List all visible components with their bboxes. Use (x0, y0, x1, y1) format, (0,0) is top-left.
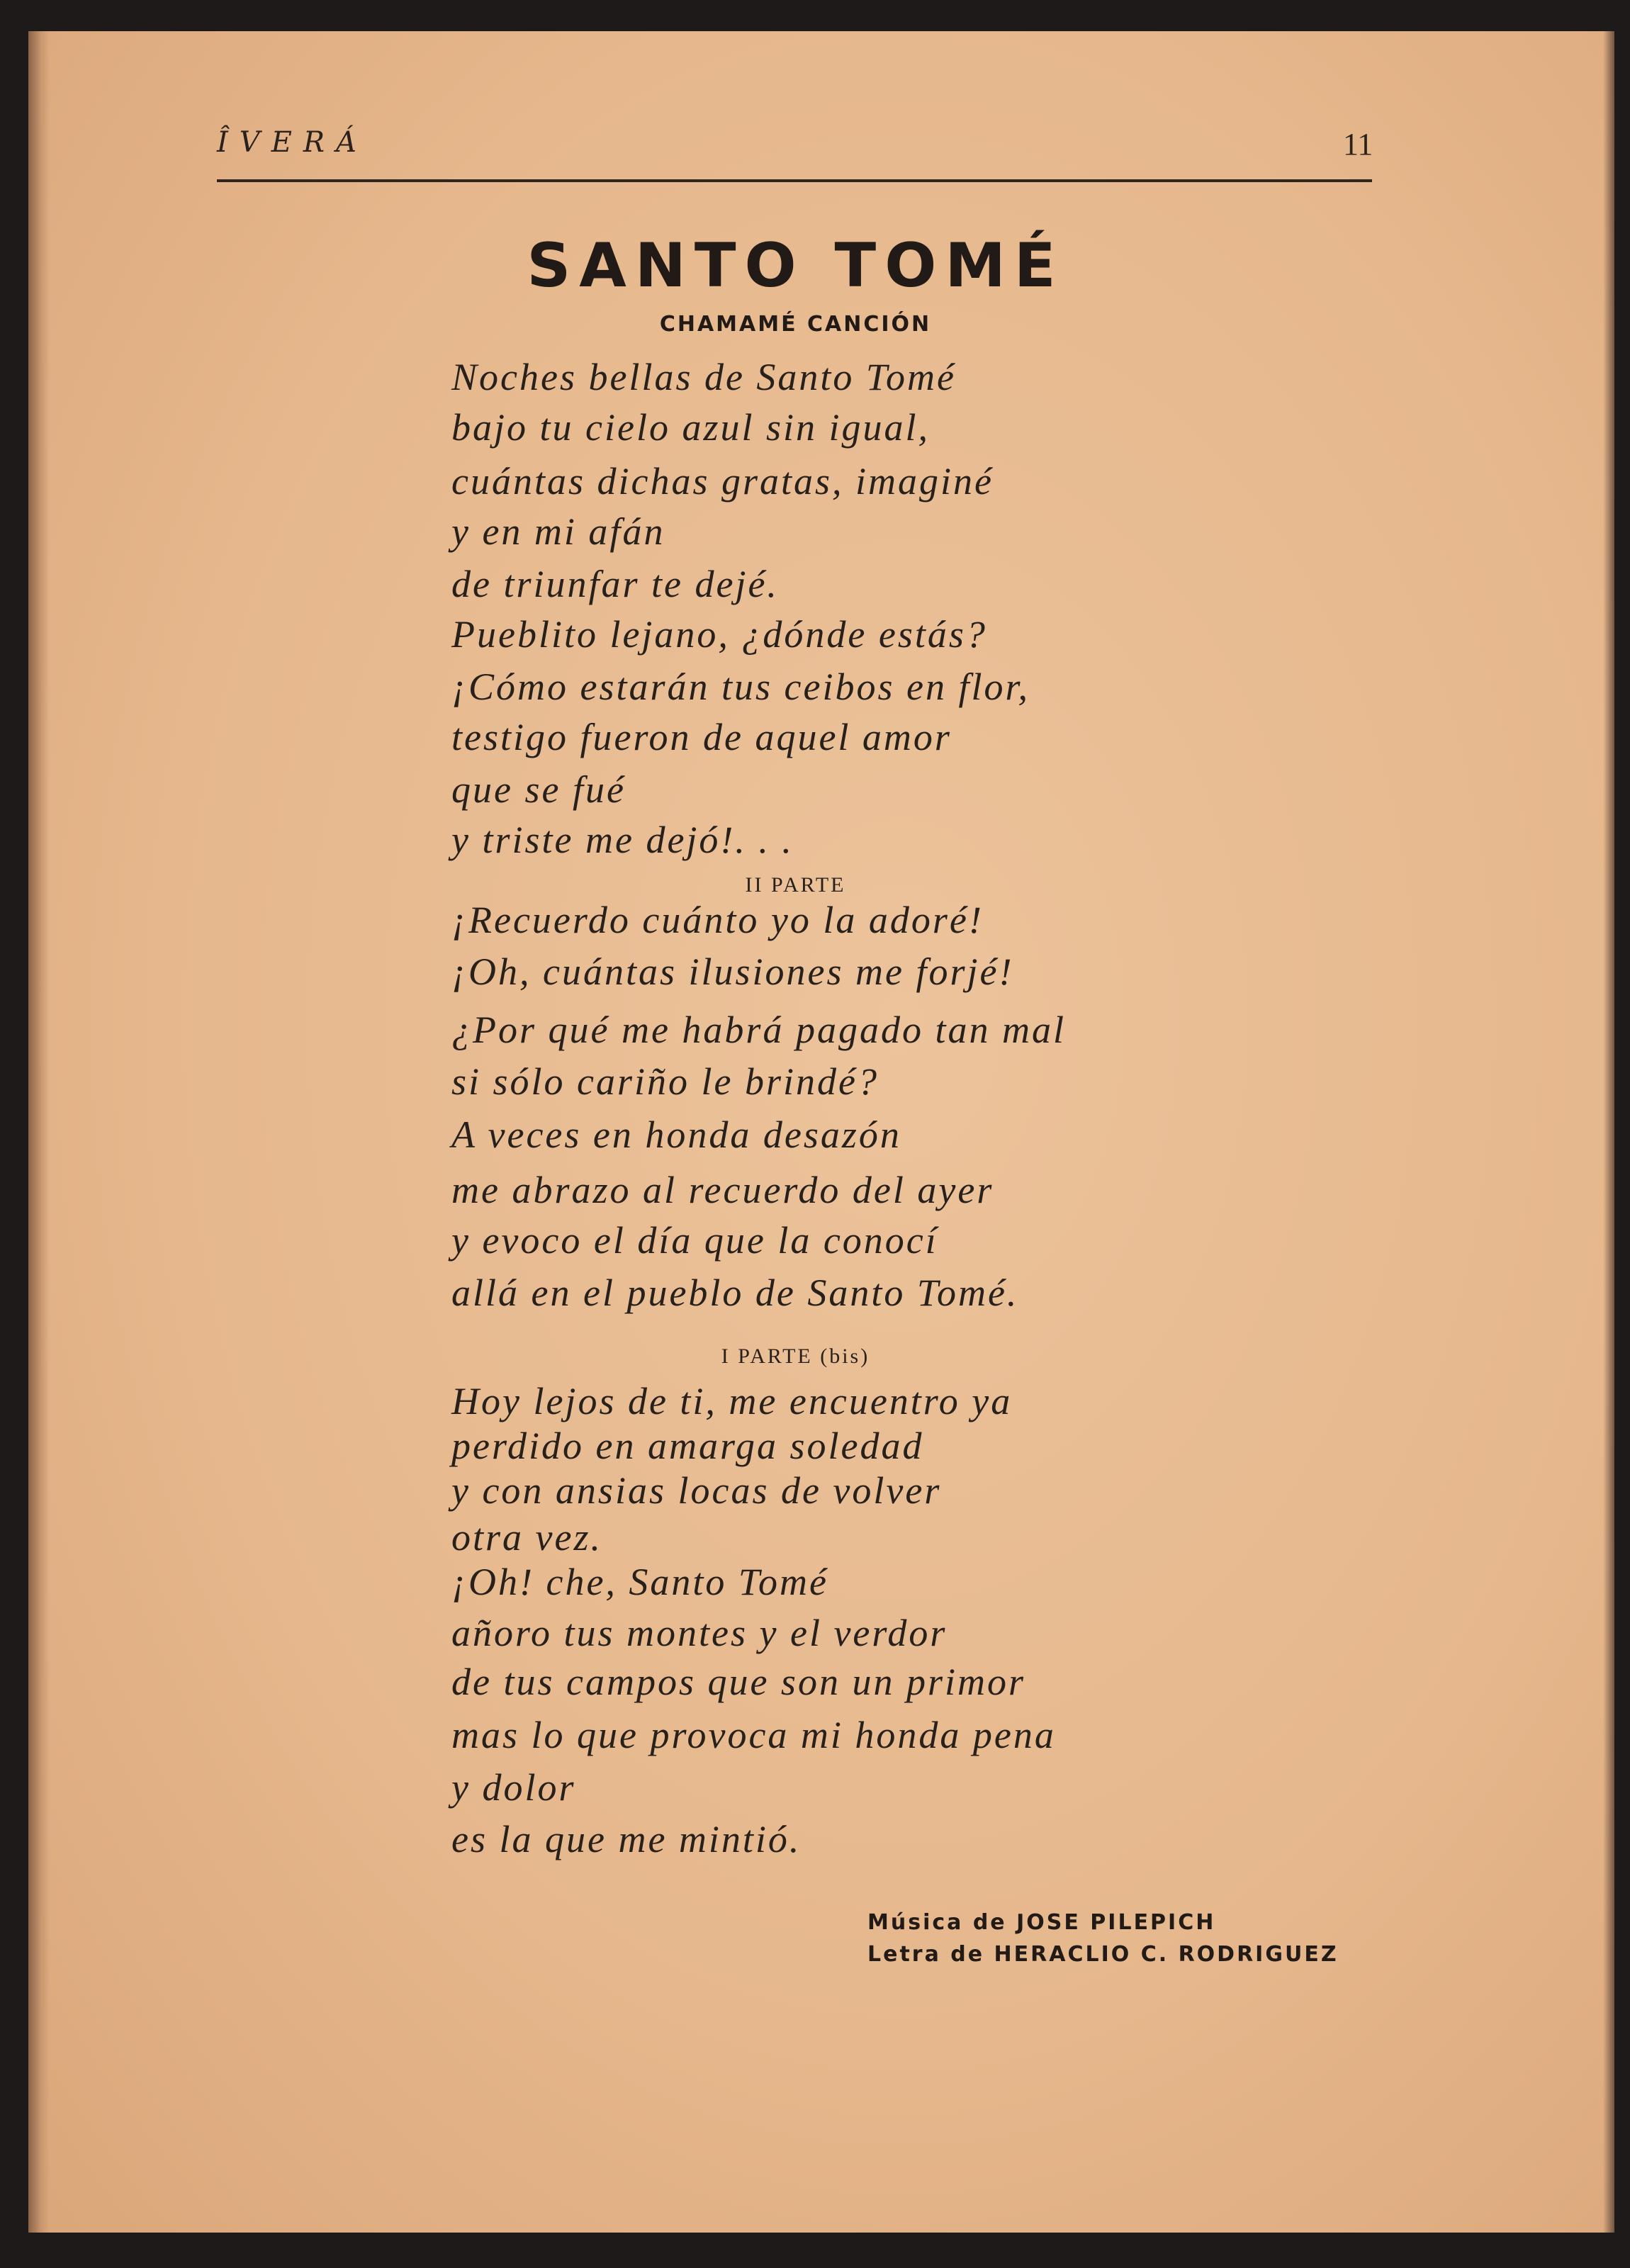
lyric-line: Noches bellas de Santo Tomé (451, 356, 956, 398)
part-label: II PARTE (745, 873, 846, 897)
lyric-line: ¡Oh! che, Santo Tomé (451, 1561, 828, 1603)
lyric-line: si sólo cariño le brindé? (451, 1060, 879, 1103)
lyric-line: Hoy lejos de ti, me encuentro ya (451, 1380, 1013, 1422)
song-subtitle: CHAMAMÉ CANCIÓN (659, 312, 932, 337)
lyric-line: ¡Oh, cuántas ilusiones me forjé! (451, 950, 1014, 993)
lyric-line: y con ansias locas de volver (451, 1469, 942, 1512)
lyric-line: de triunfar te dejé. (451, 563, 779, 605)
lyric-line: ¿Por qué me habrá pagado tan mal (451, 1009, 1066, 1051)
lyric-line: y triste me dejó!. . . (451, 819, 794, 861)
header-rule (217, 179, 1372, 182)
lyric-line: ¡Recuerdo cuánto yo la adoré! (451, 899, 984, 941)
part-label: I PARTE (bis) (721, 1344, 870, 1368)
lyric-line: allá en el pueblo de Santo Tomé. (451, 1271, 1019, 1314)
lyric-line: y evoco el día que la conocí (451, 1219, 938, 1262)
lyric-line: que se fué (451, 768, 626, 811)
page-spine-shadow (28, 31, 50, 2233)
page-number: 11 (1343, 127, 1373, 162)
lyric-line: perdido en amarga soledad (451, 1425, 924, 1467)
lyric-line: testigo fueron de aquel amor (451, 716, 952, 758)
lyric-line: de tus campos que son un primor (451, 1661, 1025, 1703)
lyric-line: y dolor (451, 1766, 576, 1809)
lyric-line: y en mi afán (451, 510, 665, 553)
page-edge (1603, 31, 1614, 2233)
lyric-line: cuántas dichas gratas, imaginé (451, 460, 994, 503)
lyric-line: bajo tu cielo azul sin igual, (451, 406, 930, 449)
credit-lyrics: Letra de HERACLIO C. RODRIGUEZ (867, 1942, 1339, 1967)
song-title: SANTO TOMÉ (527, 230, 1064, 301)
lyric-line: A veces en honda desazón (451, 1113, 901, 1156)
lyric-line: otra vez. (451, 1516, 602, 1559)
lyric-line: añoro tus montes y el verdor (451, 1612, 948, 1654)
credit-music: Música de JOSE PILEPICH (867, 1910, 1216, 1935)
running-header-magazine: ÎVERÁ (217, 126, 368, 159)
lyric-line: me abrazo al recuerdo del ayer (451, 1169, 994, 1211)
lyric-line: es la que me mintió. (451, 1818, 802, 1860)
lyric-line: Pueblito lejano, ¿dónde estás? (451, 613, 987, 656)
lyric-line: ¡Cómo estarán tus ceibos en flor, (451, 666, 1030, 708)
lyric-line: mas lo que provoca mi honda pena (451, 1714, 1056, 1756)
